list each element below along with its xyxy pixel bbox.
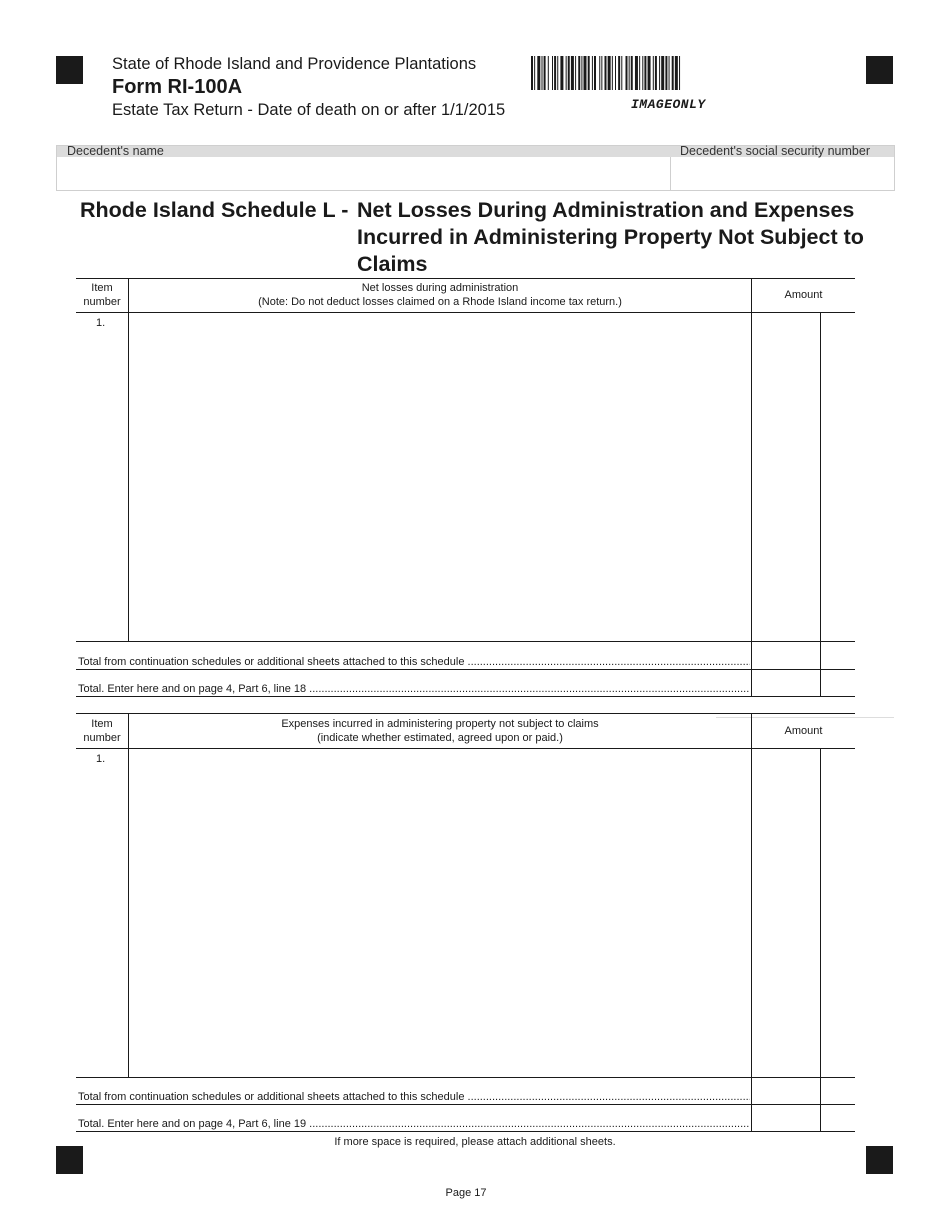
barcode-bar	[588, 56, 590, 90]
item-description-field[interactable]	[129, 313, 751, 641]
barcode-bar	[629, 56, 630, 90]
schedule-title-main: Net Losses During Administration and Expenses Incurred in Administering Property Not Subject to Claims	[357, 198, 864, 276]
decedent-info-box	[56, 145, 895, 191]
net-losses-table	[76, 278, 855, 698]
barcode-bar	[605, 56, 607, 90]
description-header-line2: (indicate whether estimated, agreed upon or paid.)	[317, 732, 563, 744]
barcode-bar	[599, 56, 600, 90]
item-number-header: Item number	[83, 718, 121, 744]
description-header	[129, 717, 751, 745]
registration-mark-bottom-left	[56, 1146, 83, 1174]
barcode-bar	[581, 56, 582, 90]
total-rule	[76, 1131, 855, 1132]
amount-header: Amount	[784, 289, 823, 301]
barcode-bar	[557, 56, 558, 90]
form-subtitle: Estate Tax Return - Date of death on or after 1/1/2015	[112, 101, 506, 119]
decedent-ssn-field[interactable]	[671, 157, 895, 191]
schedule-total-label: Total. Enter here and on page 4, Part 6, line 18 .....	[78, 683, 750, 695]
body-bottom-rule	[76, 641, 855, 642]
registration-mark-top-right	[866, 56, 893, 84]
decedent-name-field[interactable]	[57, 157, 670, 191]
item-amount-field[interactable]	[752, 749, 820, 1077]
registration-mark-bottom-right	[866, 1146, 893, 1174]
item-number-header: Item number	[83, 282, 121, 308]
state-name: State of Rhode Island and Providence Plantations	[112, 55, 477, 73]
continuation-total-field[interactable]	[752, 1078, 820, 1104]
barcode-bar	[608, 56, 611, 90]
decedent-ssn-label: Decedent's social security number	[680, 144, 870, 158]
continuation-total-label: Total from continuation schedules or additional sheets attached to this schedule .....	[78, 656, 750, 668]
barcode-bar	[560, 56, 563, 90]
barcode-bar	[621, 56, 622, 90]
barcode-bar	[675, 56, 678, 90]
total-rule	[76, 696, 855, 697]
barcode-bar	[642, 56, 643, 90]
schedule-total-field[interactable]	[752, 670, 820, 696]
barcode-bar	[679, 56, 680, 90]
schedule-total-field[interactable]	[752, 1105, 820, 1131]
barcode-bar	[594, 56, 596, 90]
barcode-bar	[531, 56, 533, 90]
continuation-rule	[76, 1104, 855, 1105]
barcode-image	[531, 56, 817, 90]
continuation-total-label: Total from continuation schedules or additional sheets attached to this schedule .....	[78, 1091, 750, 1103]
barcode-bar	[644, 56, 646, 90]
barcode-bar	[648, 56, 651, 90]
description-header-line1: Expenses incurred in administering property not subject to claims	[281, 718, 599, 730]
schedule-title-prefix: Rhode Island Schedule L -	[80, 198, 349, 222]
form-number: Form RI-100A	[112, 76, 243, 98]
admin-expenses-table	[76, 713, 855, 1133]
barcode-bar	[655, 56, 657, 90]
additional-sheets-note: If more space is required, please attach additional sheets.	[334, 1136, 616, 1148]
description-header-line1: Net losses during administration	[361, 282, 519, 294]
barcode-bar	[665, 56, 667, 90]
barcode-bar	[554, 56, 556, 90]
barcode-bar	[537, 56, 540, 90]
item-number-1: 1.	[96, 753, 106, 765]
barcode-bar	[661, 56, 664, 90]
barcode-bar	[552, 56, 553, 90]
decedent-name-label: Decedent's name	[67, 144, 164, 158]
cents-column-divider	[820, 312, 821, 697]
barcode-bar	[615, 56, 616, 90]
barcode-bar	[544, 56, 546, 90]
table-top-rule	[76, 278, 855, 279]
body-bottom-rule	[76, 1077, 855, 1078]
barcode-bar	[653, 56, 654, 90]
barcode-bar	[635, 56, 638, 90]
item-amount-field[interactable]	[752, 313, 820, 641]
amount-header: Amount	[784, 725, 823, 737]
barcode-bar	[659, 56, 660, 90]
barcode-bar	[542, 56, 543, 90]
barcode-bar	[548, 56, 549, 90]
barcode-bar	[578, 56, 580, 90]
schedule-total-label: Total. Enter here and on page 4, Part 6, line 19 .....	[78, 1118, 750, 1130]
registration-mark-top-left	[56, 56, 83, 84]
barcode-bar	[566, 56, 567, 90]
table-top-rule	[76, 713, 855, 714]
barcode-bar	[672, 56, 674, 90]
barcode-bar	[669, 56, 670, 90]
barcode-bar	[592, 56, 593, 90]
barcode-bar	[575, 56, 576, 90]
cents-column-divider	[820, 748, 821, 1132]
continuation-total-field[interactable]	[752, 642, 820, 669]
barcode-bar	[626, 56, 628, 90]
barcode-bar	[631, 56, 633, 90]
item-number-1: 1.	[96, 317, 106, 329]
barcode-bar	[571, 56, 574, 90]
description-header-line2: (Note: Do not deduct losses claimed on a Rhode Island income tax return.)	[258, 296, 622, 308]
barcode-bar	[639, 56, 640, 90]
barcode-bar	[584, 56, 587, 90]
continuation-rule	[76, 669, 855, 670]
barcode-bar	[612, 56, 613, 90]
item-description-field[interactable]	[129, 749, 751, 1077]
description-header	[129, 281, 751, 309]
barcode-bar	[568, 56, 570, 90]
page-number: Page 17	[445, 1187, 487, 1199]
barcode-bar	[618, 56, 620, 90]
barcode-bar	[534, 56, 535, 90]
barcode-caption: IMAGEONLY	[631, 97, 706, 112]
barcode-bar	[601, 56, 602, 90]
